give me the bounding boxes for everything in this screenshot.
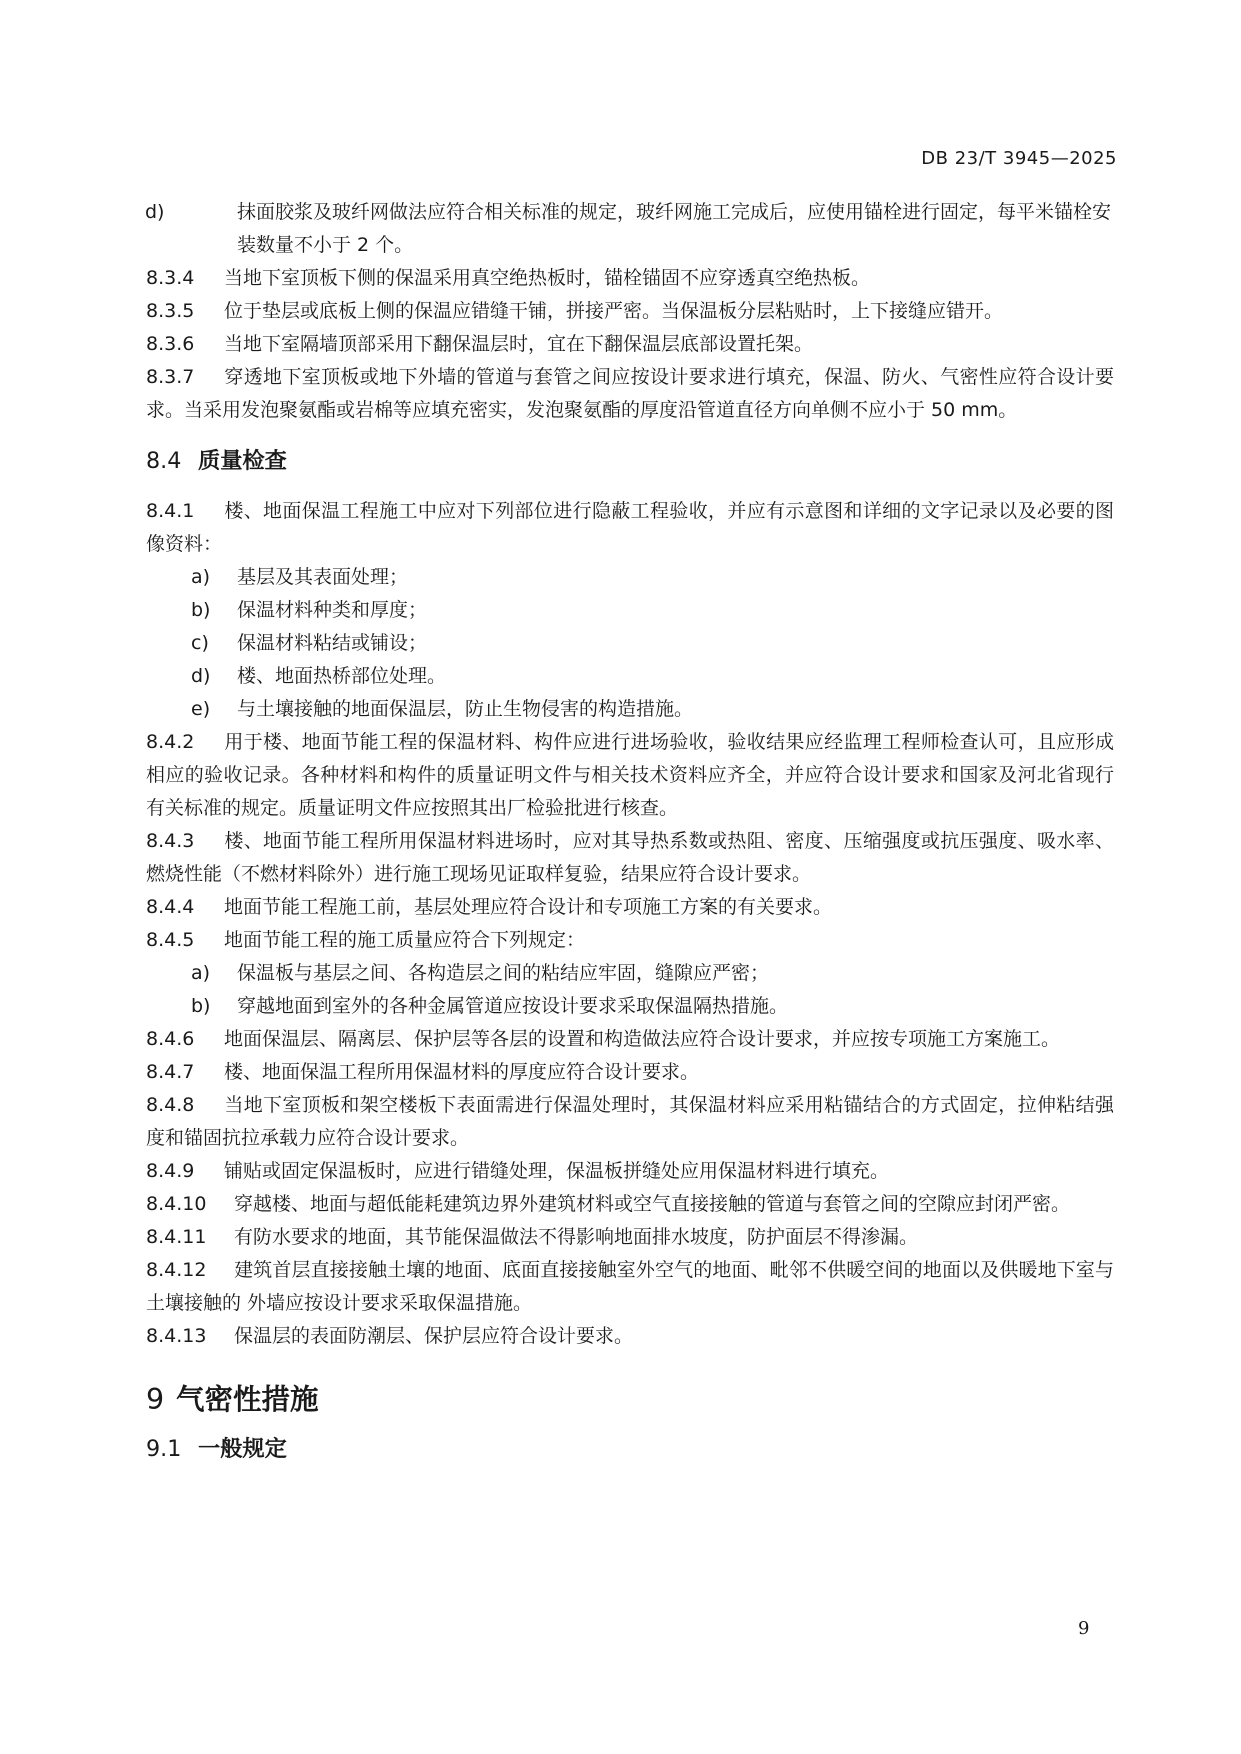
clause-number: 8.4.10: [146, 1193, 207, 1215]
list-marker: b): [191, 599, 211, 621]
list-item-text: 保温材料粘结或铺设；: [237, 632, 428, 654]
chapter-title: 气密性措施: [176, 1383, 319, 1416]
clause-number: 8.3.6: [146, 333, 195, 355]
clause-8-3-7: [146, 361, 1114, 427]
clause-text: 用于楼、地面节能工程的保温材料、构件应进行进场验收，验收结果应经监理工程师检查认可，且应形成相应的验收记录。各种材料和构件的质量证明文件与相关技术资料应齐全，并应符合设计要求和国家及河北省现行有关标准的规定。质量证明文件应按照其出厂检验批进行核查。: [146, 731, 1114, 819]
page-number: 9: [1078, 1618, 1090, 1639]
clause-text: 位于垫层或底板上侧的保温应错缝干铺，拼接严密。当保温板分层粘贴时，上下接缝应错开。: [224, 300, 1004, 322]
clause-number: 8.3.5: [146, 300, 195, 322]
clause-text: 当地下室顶板下侧的保温采用真空绝热板时，锚栓锚固不应穿透真空绝热板。: [224, 267, 871, 289]
clause-8-4-1: [146, 495, 1114, 561]
list-marker: a): [191, 566, 211, 588]
list-marker: b): [191, 995, 211, 1017]
list-item: [146, 196, 1114, 262]
list-item: [146, 594, 1114, 627]
clause-8-4-10: [146, 1188, 1114, 1221]
clause-number: 8.4.8: [146, 1094, 195, 1116]
list-marker: e): [191, 698, 211, 720]
list-item-text: 抹面胶浆及玻纤网做法应符合相关标准的规定，玻纤网施工完成后，应使用锚栓进行固定，每平米锚栓安装数量不小于 2 个。: [237, 201, 1112, 256]
list-item-text: 基层及其表面处理；: [237, 566, 409, 588]
clause-text: 地面节能工程施工前，基层处理应符合设计和专项施工方案的有关要求。: [224, 896, 833, 918]
clause-8-4-6: [146, 1023, 1114, 1056]
clause-8-4-8: [146, 1089, 1114, 1155]
clause-text: 穿越楼、地面与超低能耗建筑边界外建筑材料或空气直接接触的管道与套管之间的空隙应封闭严密。: [234, 1193, 1071, 1215]
clause-number: 8.4.4: [146, 896, 195, 918]
section-title: 一般规定: [198, 1436, 287, 1462]
clause-number: 8.4.6: [146, 1028, 195, 1050]
clause-8-3-5: [146, 295, 1114, 328]
clause-number: 8.4.3: [146, 830, 195, 852]
clause-text: 有防水要求的地面，其节能保温做法不得影响地面排水坡度，防护面层不得渗漏。: [234, 1226, 919, 1248]
clause-8-4-12: [146, 1254, 1114, 1320]
clause-text: 地面节能工程的施工质量应符合下列规定：: [224, 929, 586, 951]
clause-8-4-11: [146, 1221, 1114, 1254]
list-item: [146, 990, 1114, 1023]
clause-8-4-3: [146, 825, 1114, 891]
clause-text: 穿透地下室顶板或地下外墙的管道与套管之间应按设计要求进行填充，保温、防火、气密性应符合设计要求。当采用发泡聚氨酯或岩棉等应填充密实，发泡聚氨酯的厚度沿管道直径方向单侧不应小于 50 mm。: [146, 366, 1114, 421]
section-heading-9-1: [146, 1433, 1114, 1466]
clause-number: 8.4.7: [146, 1061, 195, 1083]
section-title: 质量检查: [198, 448, 287, 474]
document-body: [146, 196, 1114, 1466]
clause-number: 8.4.5: [146, 929, 195, 951]
clause-8-4-4: [146, 891, 1114, 924]
chapter-heading-9: [146, 1383, 1114, 1416]
clause-number: 8.3.4: [146, 267, 195, 289]
clause-text: 当地下室隔墙顶部采用下翻保温层时，宜在下翻保温层底部设置托架。: [224, 333, 814, 355]
list-item-text: 与土壤接触的地面保温层，防止生物侵害的构造措施。: [237, 698, 694, 720]
clause-number: 8.4.11: [146, 1226, 207, 1248]
list-item-text: 保温材料种类和厚度；: [237, 599, 428, 621]
clause-number: 8.4.13: [146, 1325, 207, 1347]
list-item: [146, 957, 1114, 990]
list-marker: c): [191, 632, 209, 654]
document-code: DB 23/T 3945—2025: [921, 148, 1117, 169]
clause-number: 8.4.9: [146, 1160, 195, 1182]
clause-text: 当地下室顶板和架空楼板下表面需进行保温处理时，其保温材料应采用粘锚结合的方式固定，拉伸粘结强度和锚固抗拉承载力应符合设计要求。: [146, 1094, 1114, 1149]
clause-text: 地面保温层、隔离层、保护层等各层的设置和构造做法应符合设计要求，并应按专项施工方案施工。: [224, 1028, 1061, 1050]
clause-number: 8.4.2: [146, 731, 195, 753]
section-number: 9.1: [146, 1436, 182, 1462]
list-item: [146, 627, 1114, 660]
list-item: [146, 693, 1114, 726]
clause-number: 8.4.1: [146, 500, 195, 522]
list-item: [146, 561, 1114, 594]
list-item-text: 楼、地面热桥部位处理。: [237, 665, 447, 687]
list-item-text: 穿越地面到室外的各种金属管道应按设计要求采取保温隔热措施。: [237, 995, 789, 1017]
clause-8-4-9: [146, 1155, 1114, 1188]
clause-text: 楼、地面保温工程施工中应对下列部位进行隐蔽工程验收，并应有示意图和详细的文字记录以及必要的图像资料：: [146, 500, 1114, 555]
list-marker: d): [191, 665, 211, 687]
clause-text: 建筑首层直接接触土壤的地面、底面直接接触室外空气的地面、毗邻不供暖空间的地面以及供暖地下室与土壤接触的 外墙应按设计要求采取保温措施。: [146, 1259, 1114, 1314]
list-item: [146, 660, 1114, 693]
clause-8-4-7: [146, 1056, 1114, 1089]
clause-number: 8.4.12: [146, 1259, 207, 1281]
clause-text: 楼、地面节能工程所用保温材料进场时，应对其导热系数或热阻、密度、压缩强度或抗压强度、吸水率、燃烧性能（不燃材料除外）进行施工现场见证取样复验，结果应符合设计要求。: [146, 830, 1114, 885]
clause-text: 铺贴或固定保温板时，应进行错缝处理，保温板拼缝处应用保温材料进行填充。: [224, 1160, 890, 1182]
chapter-number: 9: [146, 1383, 165, 1416]
clause-8-4-5: [146, 924, 1114, 957]
clause-text: 楼、地面保温工程所用保温材料的厚度应符合设计要求。: [224, 1061, 700, 1083]
clause-8-4-13: [146, 1320, 1114, 1353]
clause-8-3-4: [146, 262, 1114, 295]
list-item-text: 保温板与基层之间、各构造层之间的粘结应牢固，缝隙应严密；: [237, 962, 770, 984]
clause-8-3-6: [146, 328, 1114, 361]
clause-8-4-2: [146, 726, 1114, 825]
list-marker: a): [191, 962, 211, 984]
section-number: 8.4: [146, 448, 182, 474]
section-heading-8-4: [146, 445, 1114, 478]
list-marker: d): [145, 201, 165, 223]
clause-number: 8.3.7: [146, 366, 195, 388]
clause-text: 保温层的表面防潮层、保护层应符合设计要求。: [234, 1325, 634, 1347]
